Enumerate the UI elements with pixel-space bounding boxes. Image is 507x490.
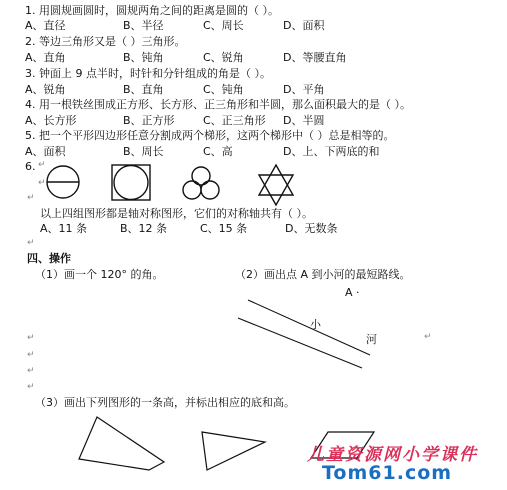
section-4-heading: 四、操作 — [27, 252, 71, 265]
triangle-shape — [202, 432, 265, 470]
question-5-option-d: D、上、下两底的和 — [283, 145, 380, 158]
question-6-option-c: C、15 条 — [200, 222, 248, 235]
question-6-option-a: A、11 条 — [40, 222, 88, 235]
question-4-option-d: D、半圆 — [283, 114, 325, 127]
question-3-stem: 3. 钟面上 9 点半时，时针和分针组成的角是（ ）。 — [25, 67, 271, 80]
watermark-site-name: 儿童资源网小学课件 — [307, 445, 478, 465]
task-1-prompt: （1）画一个 120° 的角。 — [35, 268, 164, 281]
question-6-option-b: B、12 条 — [120, 222, 168, 235]
return-mark: ↵ — [38, 178, 46, 188]
question-6-stem: 以上四组图形都是轴对称图形，它们的对称轴共有（ ）。 — [40, 207, 313, 220]
return-mark: ↵ — [27, 366, 35, 376]
question-1-option-d: D、面积 — [283, 19, 325, 32]
return-mark: ↵ — [27, 193, 35, 203]
question-5-stem: 5. 把一个平形四边形任意分割成两个梯形，这两个梯形中（ ）总是相等的。 — [25, 129, 395, 142]
return-mark: ↵ — [27, 333, 35, 343]
question-5-option-c: C、高 — [203, 145, 233, 158]
question-1-stem: 1. 用圆规画圆时，圆规两角之间的距离是圆的（ ）。 — [25, 4, 279, 17]
return-mark: ↵ — [27, 382, 35, 392]
question-3-option-d: D、平角 — [283, 83, 325, 96]
question-2-option-c: C、锐角 — [203, 51, 244, 64]
question-2-option-d: D、等腰直角 — [283, 51, 347, 64]
question-3-option-a: A、锐角 — [25, 83, 66, 96]
return-mark: ↵ — [27, 350, 35, 360]
question-4-option-b: B、正方形 — [123, 114, 175, 127]
question-1-option-b: B、半径 — [123, 19, 164, 32]
question-1-option-c: C、周长 — [203, 19, 244, 32]
return-mark: ↵ — [424, 332, 432, 342]
river-label-river: 河 — [366, 333, 377, 346]
question-6-option-d: D、无数条 — [285, 222, 338, 235]
question-5-option-a: A、面积 — [25, 145, 66, 158]
watermark-site-url: Tom61.com — [322, 462, 453, 484]
return-mark: ↵ — [38, 160, 46, 170]
river-label-small: 小 — [310, 318, 321, 331]
question-1-option-a: A、直径 — [25, 19, 66, 32]
river-lines — [238, 300, 370, 368]
quadrilateral-shape — [79, 417, 164, 470]
question-3-option-b: B、直角 — [123, 83, 164, 96]
six-pointed-star-figure — [259, 165, 293, 205]
circle-in-square-figure — [112, 165, 150, 200]
question-6-number: 6. — [25, 160, 36, 173]
return-mark: ↵ — [27, 238, 35, 248]
question-3-option-c: C、钝角 — [203, 83, 244, 96]
task-3-prompt: （3）画出下列图形的一条高，并标出相应的底和高。 — [35, 396, 295, 409]
question-2-option-a: A、直角 — [25, 51, 66, 64]
point-a-label: A · — [345, 286, 360, 299]
question-5-option-b: B、周长 — [123, 145, 164, 158]
circle-with-diameter-figure — [47, 166, 79, 198]
question-2-stem: 2. 等边三角形又是（ ）三角形。 — [25, 35, 186, 48]
question-4-stem: 4. 用一根铁丝围成正方形、长方形、正三角形和半圆，那么面积最大的是（ ）。 — [25, 98, 411, 111]
question-4-option-c: C、正三角形 — [203, 114, 266, 127]
question-4-option-a: A、长方形 — [25, 114, 77, 127]
question-2-option-b: B、钝角 — [123, 51, 164, 64]
task-2-prompt: （2）画出点 A 到小河的最短路线。 — [235, 268, 411, 281]
three-circles-figure — [183, 167, 219, 199]
